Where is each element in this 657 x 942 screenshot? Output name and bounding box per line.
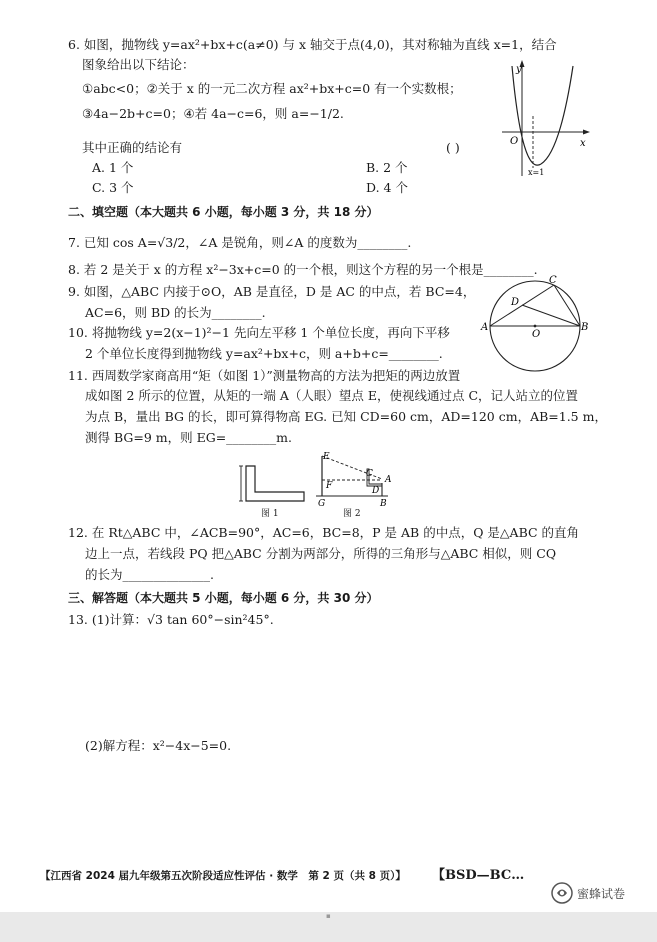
- q10-line2: 2 个单位长度得到抛物线 y=ax²+bx+c，则 a+b+c=________.: [85, 346, 443, 361]
- segment-bd: [522, 305, 580, 326]
- fig-d-label: D: [511, 297, 520, 308]
- fig-origin-label: O: [510, 136, 519, 147]
- fig-d-label: D: [372, 486, 380, 496]
- q6-answer-paren: ( ): [446, 140, 460, 155]
- watermark-logo: [551, 879, 639, 907]
- footer-code-mark: 【BSD—BC…: [432, 868, 525, 883]
- figure-2-caption: 图 2: [343, 509, 361, 519]
- q9-circle-figure: [481, 274, 589, 374]
- q11-figure-1: [238, 462, 308, 512]
- q7-text: 7. 已知 cos A=√3/2，∠A 是锐角，则∠A 的度数为________.: [68, 235, 412, 250]
- q6-line5: 其中正确的结论有: [82, 140, 183, 155]
- q9-line2: AC=6，则 BD 的长为________.: [85, 305, 266, 320]
- q12-line1: 12. 在 Rt△ABC 中，∠ACB=90°，AC=6，BC=8，P 是 AB 的中点，Q 是△ABC 的直角: [68, 525, 580, 540]
- q9-line1: 9. 如图，△ABC 内接于⊙O，AB 是直径，D 是 AC 的中点，若 BC=4，: [68, 284, 476, 299]
- q6-line4: ③4a−2b+c=0；④若 4a−c=6，则 a=−1/2.: [82, 106, 344, 121]
- q6-option-d: D. 4 个: [366, 180, 408, 195]
- fig-a-label: A: [385, 475, 392, 485]
- q6-option-c: C. 3 个: [92, 180, 134, 195]
- parabola-right: [541, 66, 573, 164]
- q6-line2: 图象给出以下结论：: [82, 57, 195, 72]
- fig-a-label: A: [481, 322, 489, 333]
- fig-c-label: C: [366, 469, 373, 479]
- fig-e-label: E: [323, 452, 330, 462]
- q6-line1: 6. 如图，抛物线 y=ax²+bx+c(a≠0) 与 x 轴交于点(4,0)，其对称轴为直线 x=1，结合: [68, 37, 557, 52]
- q6-parabola-figure: [500, 58, 590, 176]
- watermark-text: 蜜蜂试卷: [577, 886, 626, 901]
- section-2-heading: 二、填空题（本大题共 6 小题，每小题 3 分，共 18 分）: [68, 205, 379, 219]
- q10-line1: 10. 将抛物线 y=2(x−1)²−1 先向左平移 1 个单位长度，再向下平移: [68, 325, 450, 340]
- fig-b-label: B: [581, 322, 589, 333]
- q11-line1: 11. 西周数学家商高用“矩（如图 1）”测量物高的方法为把矩的两边放置: [68, 368, 461, 383]
- page-indicator-dot: ▪: [326, 912, 331, 920]
- bee-logo-icon: [551, 882, 573, 904]
- parabola-left: [512, 66, 541, 165]
- center-o: [534, 325, 537, 328]
- figure-1-caption: 图 1: [261, 509, 279, 519]
- section-3-heading: 三、解答题（本大题共 5 小题，每小题 6 分，共 30 分）: [68, 591, 379, 605]
- x-axis-arrow: [583, 130, 590, 135]
- q6-option-b: B. 2 个: [366, 160, 408, 175]
- q13-part1: 13. (1)计算：√3 tan 60°−sin²45°.: [68, 612, 274, 627]
- fig-g-label: G: [318, 499, 326, 509]
- fig-f-label: F: [326, 481, 333, 491]
- fig-b-label: B: [380, 499, 387, 509]
- chord-bc: [554, 285, 580, 326]
- q6-line3: ①abc<0；②关于 x 的一元二次方程 ax²+bx+c=0 有一个实数根；: [82, 81, 462, 96]
- fig-y-label: y: [516, 64, 522, 75]
- q8-text: 8. 若 2 是关于 x 的方程 x²−3x+c=0 的一个根，则这个方程的另一个根是________.: [68, 262, 538, 277]
- fig-x-label: x: [580, 138, 586, 149]
- q6-option-a: A. 1 个: [92, 160, 134, 175]
- q11-line2: 成如图 2 所示的位置，从矩的一端 A（人眼）望点 E，使视线通过点 C，记人站立的位置: [85, 388, 579, 403]
- fig-o-label: O: [532, 329, 541, 340]
- fig-c-label: C: [549, 275, 557, 286]
- q11-line4: 测得 BG=9 m，则 EG=________m.: [85, 430, 293, 445]
- q13-part2: (2)解方程：x²−4x−5=0.: [85, 738, 232, 753]
- fig-axis-label: x=1: [528, 168, 545, 177]
- page-footer: 【江西省 2024 届九年级第五次阶段适应性评估 · 数学 第 2 页（共 8 页）】: [40, 870, 406, 882]
- q11-figure-2: [312, 450, 402, 510]
- ju-square-shape: [246, 466, 304, 501]
- q11-line3: 为点 B，量出 BG 的长，即可算得物高 EG. 已知 CD=60 cm，AD=120 cm，AB=1.5 m，: [85, 409, 607, 424]
- q12-line2: 边上一点，若线段 PQ 把△ABC 分割为两部分，所得的三角形与△ABC 相似，则 CQ: [85, 546, 557, 561]
- q12-line3: 的长为______________.: [85, 567, 214, 582]
- sight-line-ec: [322, 456, 382, 479]
